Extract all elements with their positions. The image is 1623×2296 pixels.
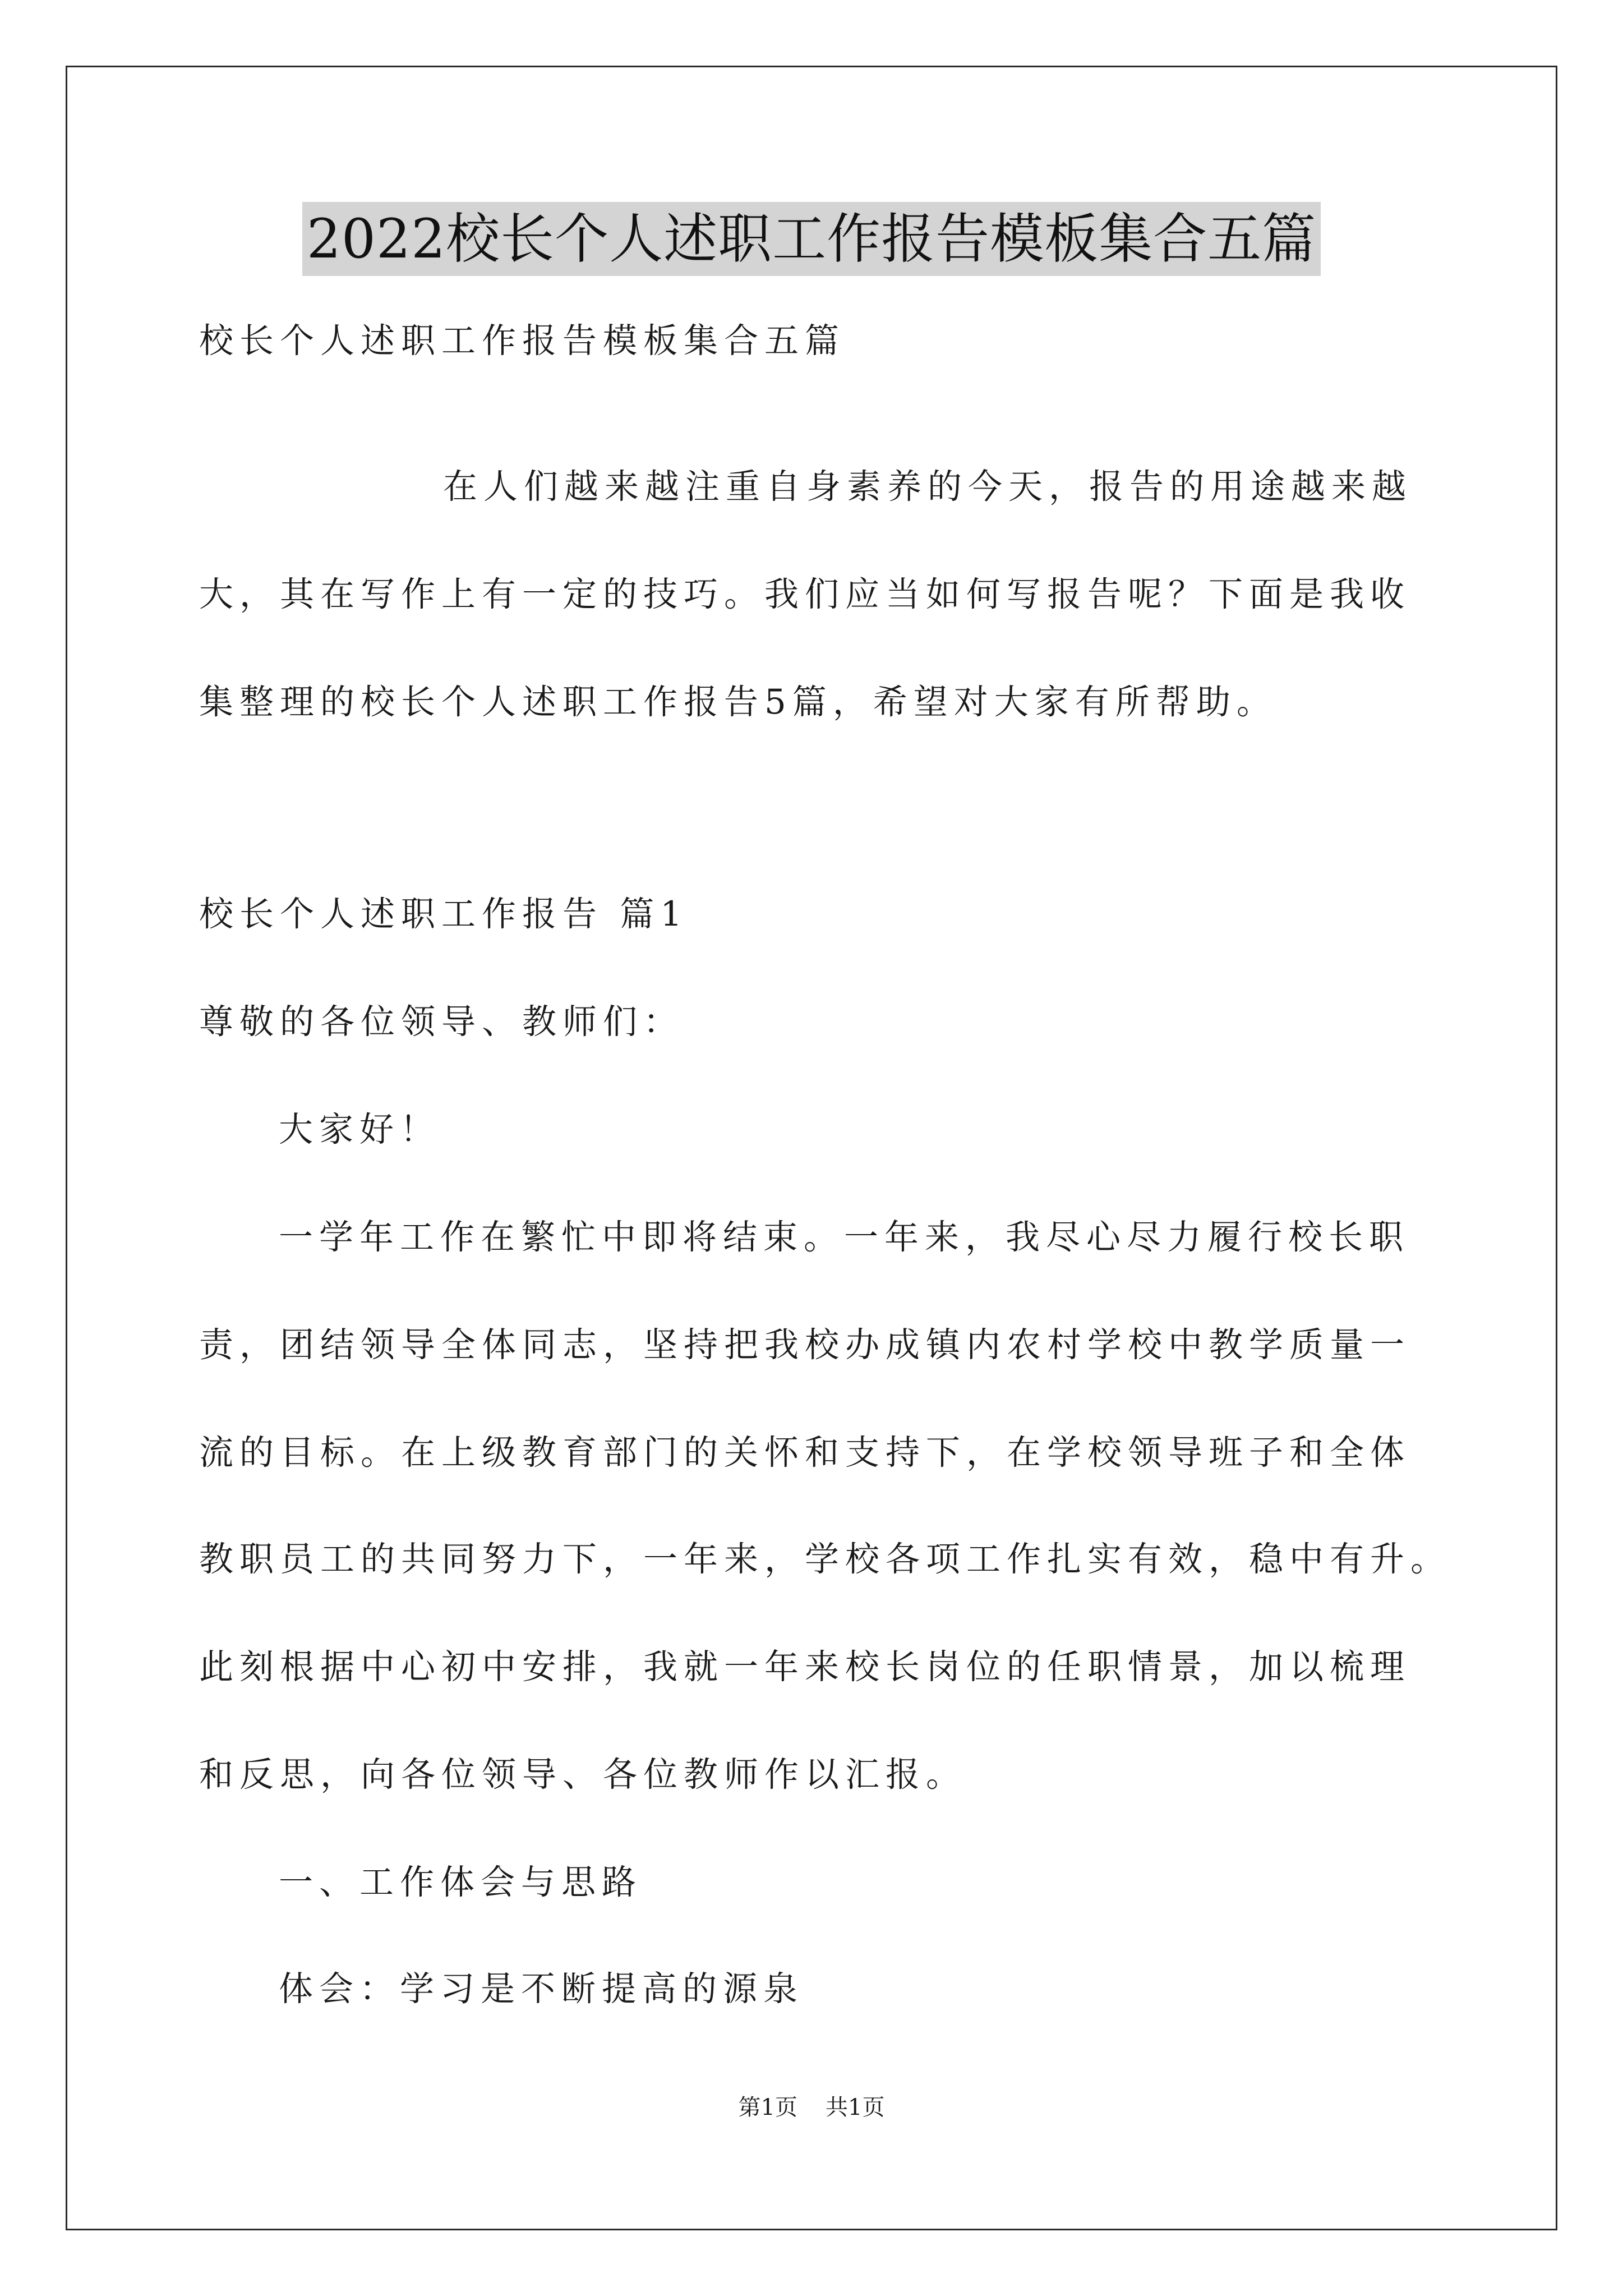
body-line-1: 一学年工作在繁忙中即将结束。一年来，我尽心尽力履行校长职 xyxy=(279,1217,1410,1257)
body-line-3: 流的目标。在上级教育部门的关怀和支持下，在学校领导班子和全体 xyxy=(199,1433,1411,1473)
body-line-6: 和反思，向各位领导、各位教师作以汇报。 xyxy=(199,1755,967,1795)
body-line-2: 责，团结领导全体同志，坚持把我校办成镇内农村学校中教学质量一 xyxy=(199,1325,1411,1365)
body-line-4: 教职员工的共同努力下，一年来，学校各项工作扎实有效，稳中有升。 xyxy=(199,1539,1451,1579)
title-container xyxy=(0,202,1623,276)
page-number-total: 共1页 xyxy=(826,2095,885,2120)
page-footer xyxy=(0,2091,1623,2124)
document-title: 2022校长个人述职工作报告模板集合五篇 xyxy=(302,202,1321,276)
intro-line-3: 集整理的校长个人述职工作报告5篇，希望对大家有所帮助。 xyxy=(199,682,1277,722)
intro-line-1: 在人们越来越注重自身素养的今天，报告的用途越来越 xyxy=(443,467,1413,507)
document-subtitle: 校长个人述职工作报告模板集合五篇 xyxy=(199,321,846,361)
subheading-learning: 体会：学习是不断提高的源泉 xyxy=(279,1969,804,2009)
page-number-current: 第1页 xyxy=(738,2095,797,2120)
intro-line-2: 大，其在写作上有一定的技巧。我们应当如何写报告呢？下面是我收 xyxy=(199,574,1411,614)
subheading-work-experience: 一、工作体会与思路 xyxy=(279,1862,643,1902)
greeting: 大家好！ xyxy=(279,1110,441,1149)
body-line-5: 此刻根据中心初中安排，我就一年来校长岗位的任职情景，加以梳理 xyxy=(199,1647,1411,1687)
section-heading: 校长个人述职工作报告 篇1 xyxy=(199,894,689,934)
salutation: 尊敬的各位领导、教师们： xyxy=(199,1002,684,1042)
